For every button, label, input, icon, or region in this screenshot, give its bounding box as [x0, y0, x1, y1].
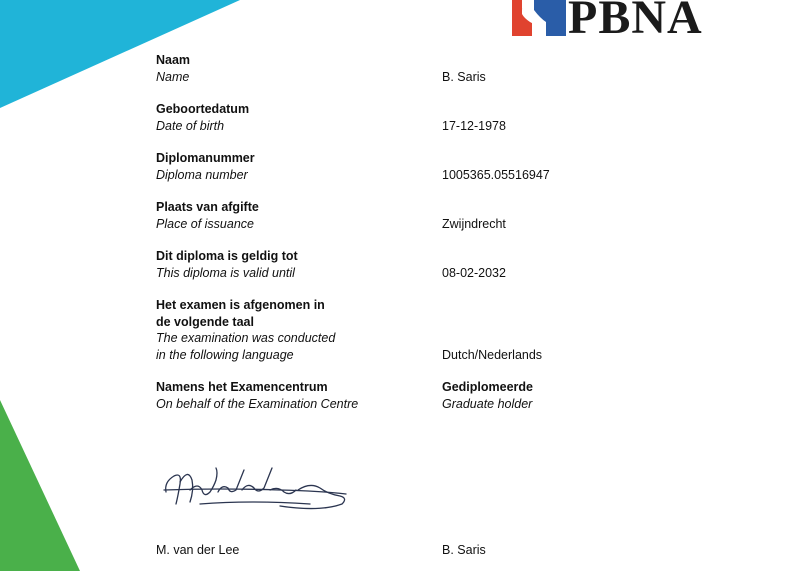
field-date-of-birth	[156, 101, 249, 134]
field-label-nl: Het examen is afgenomen in	[156, 298, 325, 312]
handwritten-signature-icon	[160, 460, 350, 515]
field-label-en: Date of birth	[156, 118, 225, 133]
field-value-place-of-issuance: Zwijndrecht	[442, 216, 506, 231]
field-label-en: The examination was conducted	[156, 331, 336, 345]
field-label-nl: Naam	[156, 53, 191, 67]
field-label-nl: de volgende taal	[156, 314, 254, 329]
field-name	[156, 52, 190, 85]
field-label-en: Diploma number	[156, 167, 248, 182]
centre-signature-label	[156, 379, 358, 412]
field-label-en: Place of issuance	[156, 216, 254, 231]
centre-label-nl: Namens het Examencentrum	[156, 380, 328, 394]
holder-signer-name: B. Saris	[442, 543, 486, 557]
green-corner-triangle	[0, 400, 80, 571]
field-value-name: B. Saris	[442, 69, 486, 84]
field-value-valid-until: 08-02-2032	[442, 265, 506, 280]
field-valid-until	[156, 248, 298, 281]
field-label-en: in the following language	[156, 347, 294, 362]
centre-label-en: On behalf of the Examination Centre	[156, 396, 359, 411]
holder-label-en: Graduate holder	[442, 396, 533, 411]
field-label-en: This diploma is valid until	[156, 265, 295, 280]
holder-signature-label	[442, 379, 533, 412]
field-value-diploma-number: 1005365.05516947	[442, 167, 550, 182]
cyan-corner-triangle	[0, 0, 240, 108]
holder-label-nl: Gediplomeerde	[442, 380, 533, 394]
brand-name: PBNA	[568, 0, 703, 44]
field-label-nl: Plaats van afgifte	[156, 200, 259, 214]
field-value-language: Dutch/Nederlands	[442, 347, 543, 362]
field-label-nl: Diplomanummer	[156, 151, 255, 165]
field-label-nl: Geboortedatum	[156, 102, 250, 116]
field-place-of-issuance	[156, 199, 259, 232]
field-label-en: Name	[156, 69, 190, 84]
field-label-nl: Dit diploma is geldig tot	[156, 249, 298, 263]
field-value-date-of-birth: 17-12-1978	[442, 118, 506, 133]
field-diploma-number	[156, 150, 255, 183]
field-language	[156, 297, 335, 363]
centre-signer-name: M. van der Lee	[156, 543, 240, 557]
